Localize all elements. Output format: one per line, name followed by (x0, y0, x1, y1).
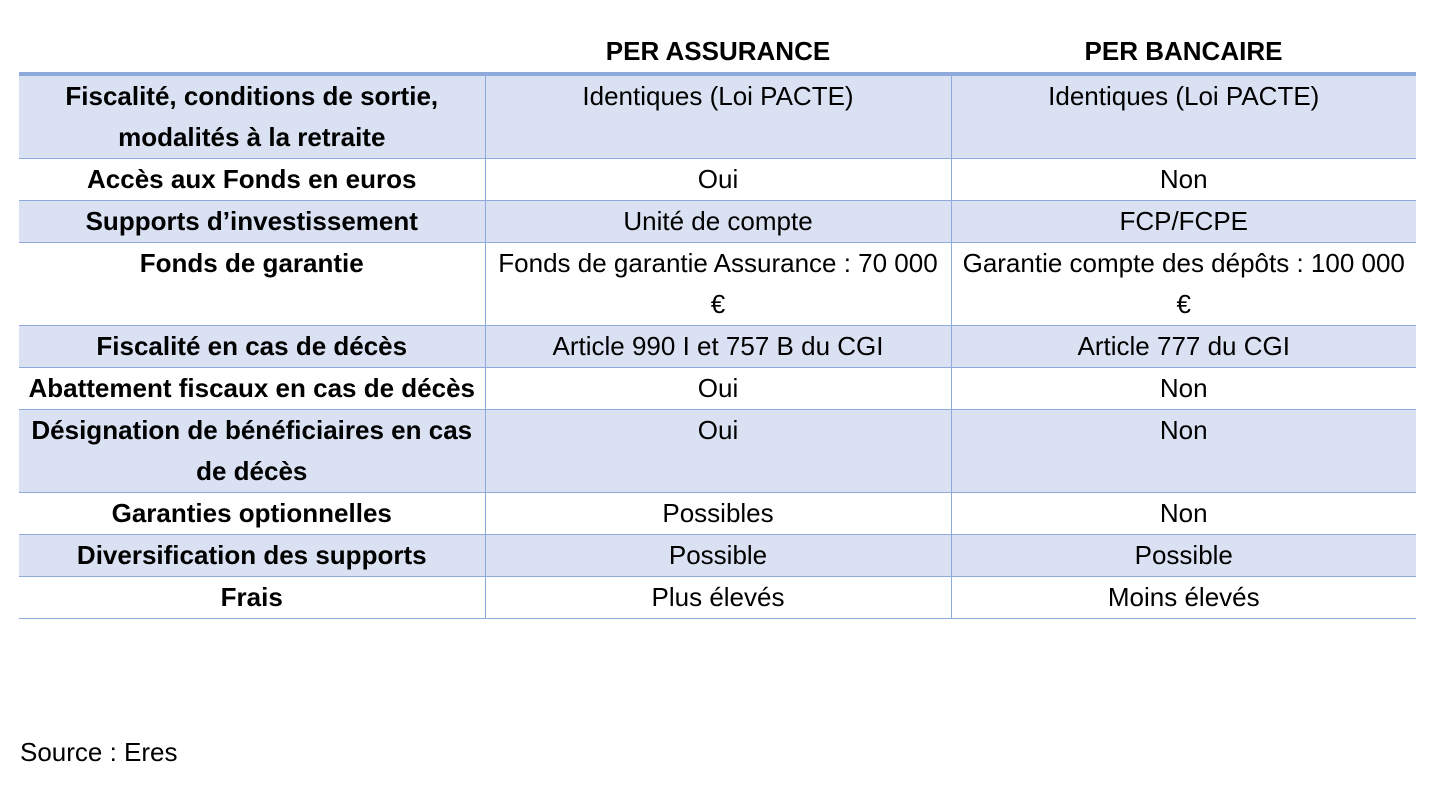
per-bancaire-cell: Article 777 du CGI (951, 326, 1416, 368)
per-bancaire-cell: Non (951, 493, 1416, 535)
row-label: Abattement fiscaux en cas de décès (19, 368, 485, 410)
per-assurance-cell: Plus élevés (485, 577, 951, 619)
row-label: Fiscalité en cas de décès (19, 326, 485, 368)
table-row (19, 577, 1416, 619)
row-label: Fonds de garantie (19, 243, 485, 326)
per-assurance-cell: Unité de compte (485, 201, 951, 243)
per-bancaire-cell: Garantie compte des dépôts : 100 000 € (951, 243, 1416, 326)
per-bancaire-cell: Moins élevés (951, 577, 1416, 619)
table-row (19, 410, 1416, 493)
row-label: Accès aux Fonds en euros (19, 159, 485, 201)
per-bancaire-cell: Identiques (Loi PACTE) (951, 74, 1416, 159)
table-row (19, 74, 1416, 159)
table-row (19, 243, 1416, 326)
per-assurance-cell: Article 990 I et 757 B du CGI (485, 326, 951, 368)
row-label: Supports d’investissement (19, 201, 485, 243)
row-label: Garanties optionnelles (19, 493, 485, 535)
per-assurance-cell: Possible (485, 535, 951, 577)
table-row (19, 368, 1416, 410)
table-body (19, 74, 1416, 619)
per-bancaire-cell: Non (951, 368, 1416, 410)
per-assurance-cell: Oui (485, 368, 951, 410)
row-label: Diversification des supports (19, 535, 485, 577)
table-row (19, 201, 1416, 243)
per-bancaire-cell: Non (951, 159, 1416, 201)
table-row (19, 535, 1416, 577)
per-assurance-cell: Possibles (485, 493, 951, 535)
header-row (19, 30, 1416, 74)
table-header (19, 30, 1416, 74)
comparison-table (19, 30, 1416, 619)
source-note: Source : Eres (20, 737, 178, 767)
per-bancaire-cell: FCP/FCPE (951, 201, 1416, 243)
header-per-assurance: PER ASSURANCE (485, 30, 951, 74)
row-label: Désignation de bénéficiaires en cas de décès (19, 410, 485, 493)
header-per-bancaire: PER BANCAIRE (951, 30, 1416, 74)
per-assurance-cell: Oui (485, 410, 951, 493)
table-row (19, 159, 1416, 201)
row-label: Fiscalité, conditions de sortie, modalités à la retraite (19, 74, 485, 159)
table-row (19, 493, 1416, 535)
table-row (19, 326, 1416, 368)
row-label: Frais (19, 577, 485, 619)
per-assurance-cell: Identiques (Loi PACTE) (485, 74, 951, 159)
per-bancaire-cell: Non (951, 410, 1416, 493)
header-empty-cell (19, 30, 485, 74)
per-assurance-cell: Fonds de garantie Assurance : 70 000 € (485, 243, 951, 326)
per-bancaire-cell: Possible (951, 535, 1416, 577)
per-assurance-cell: Oui (485, 159, 951, 201)
